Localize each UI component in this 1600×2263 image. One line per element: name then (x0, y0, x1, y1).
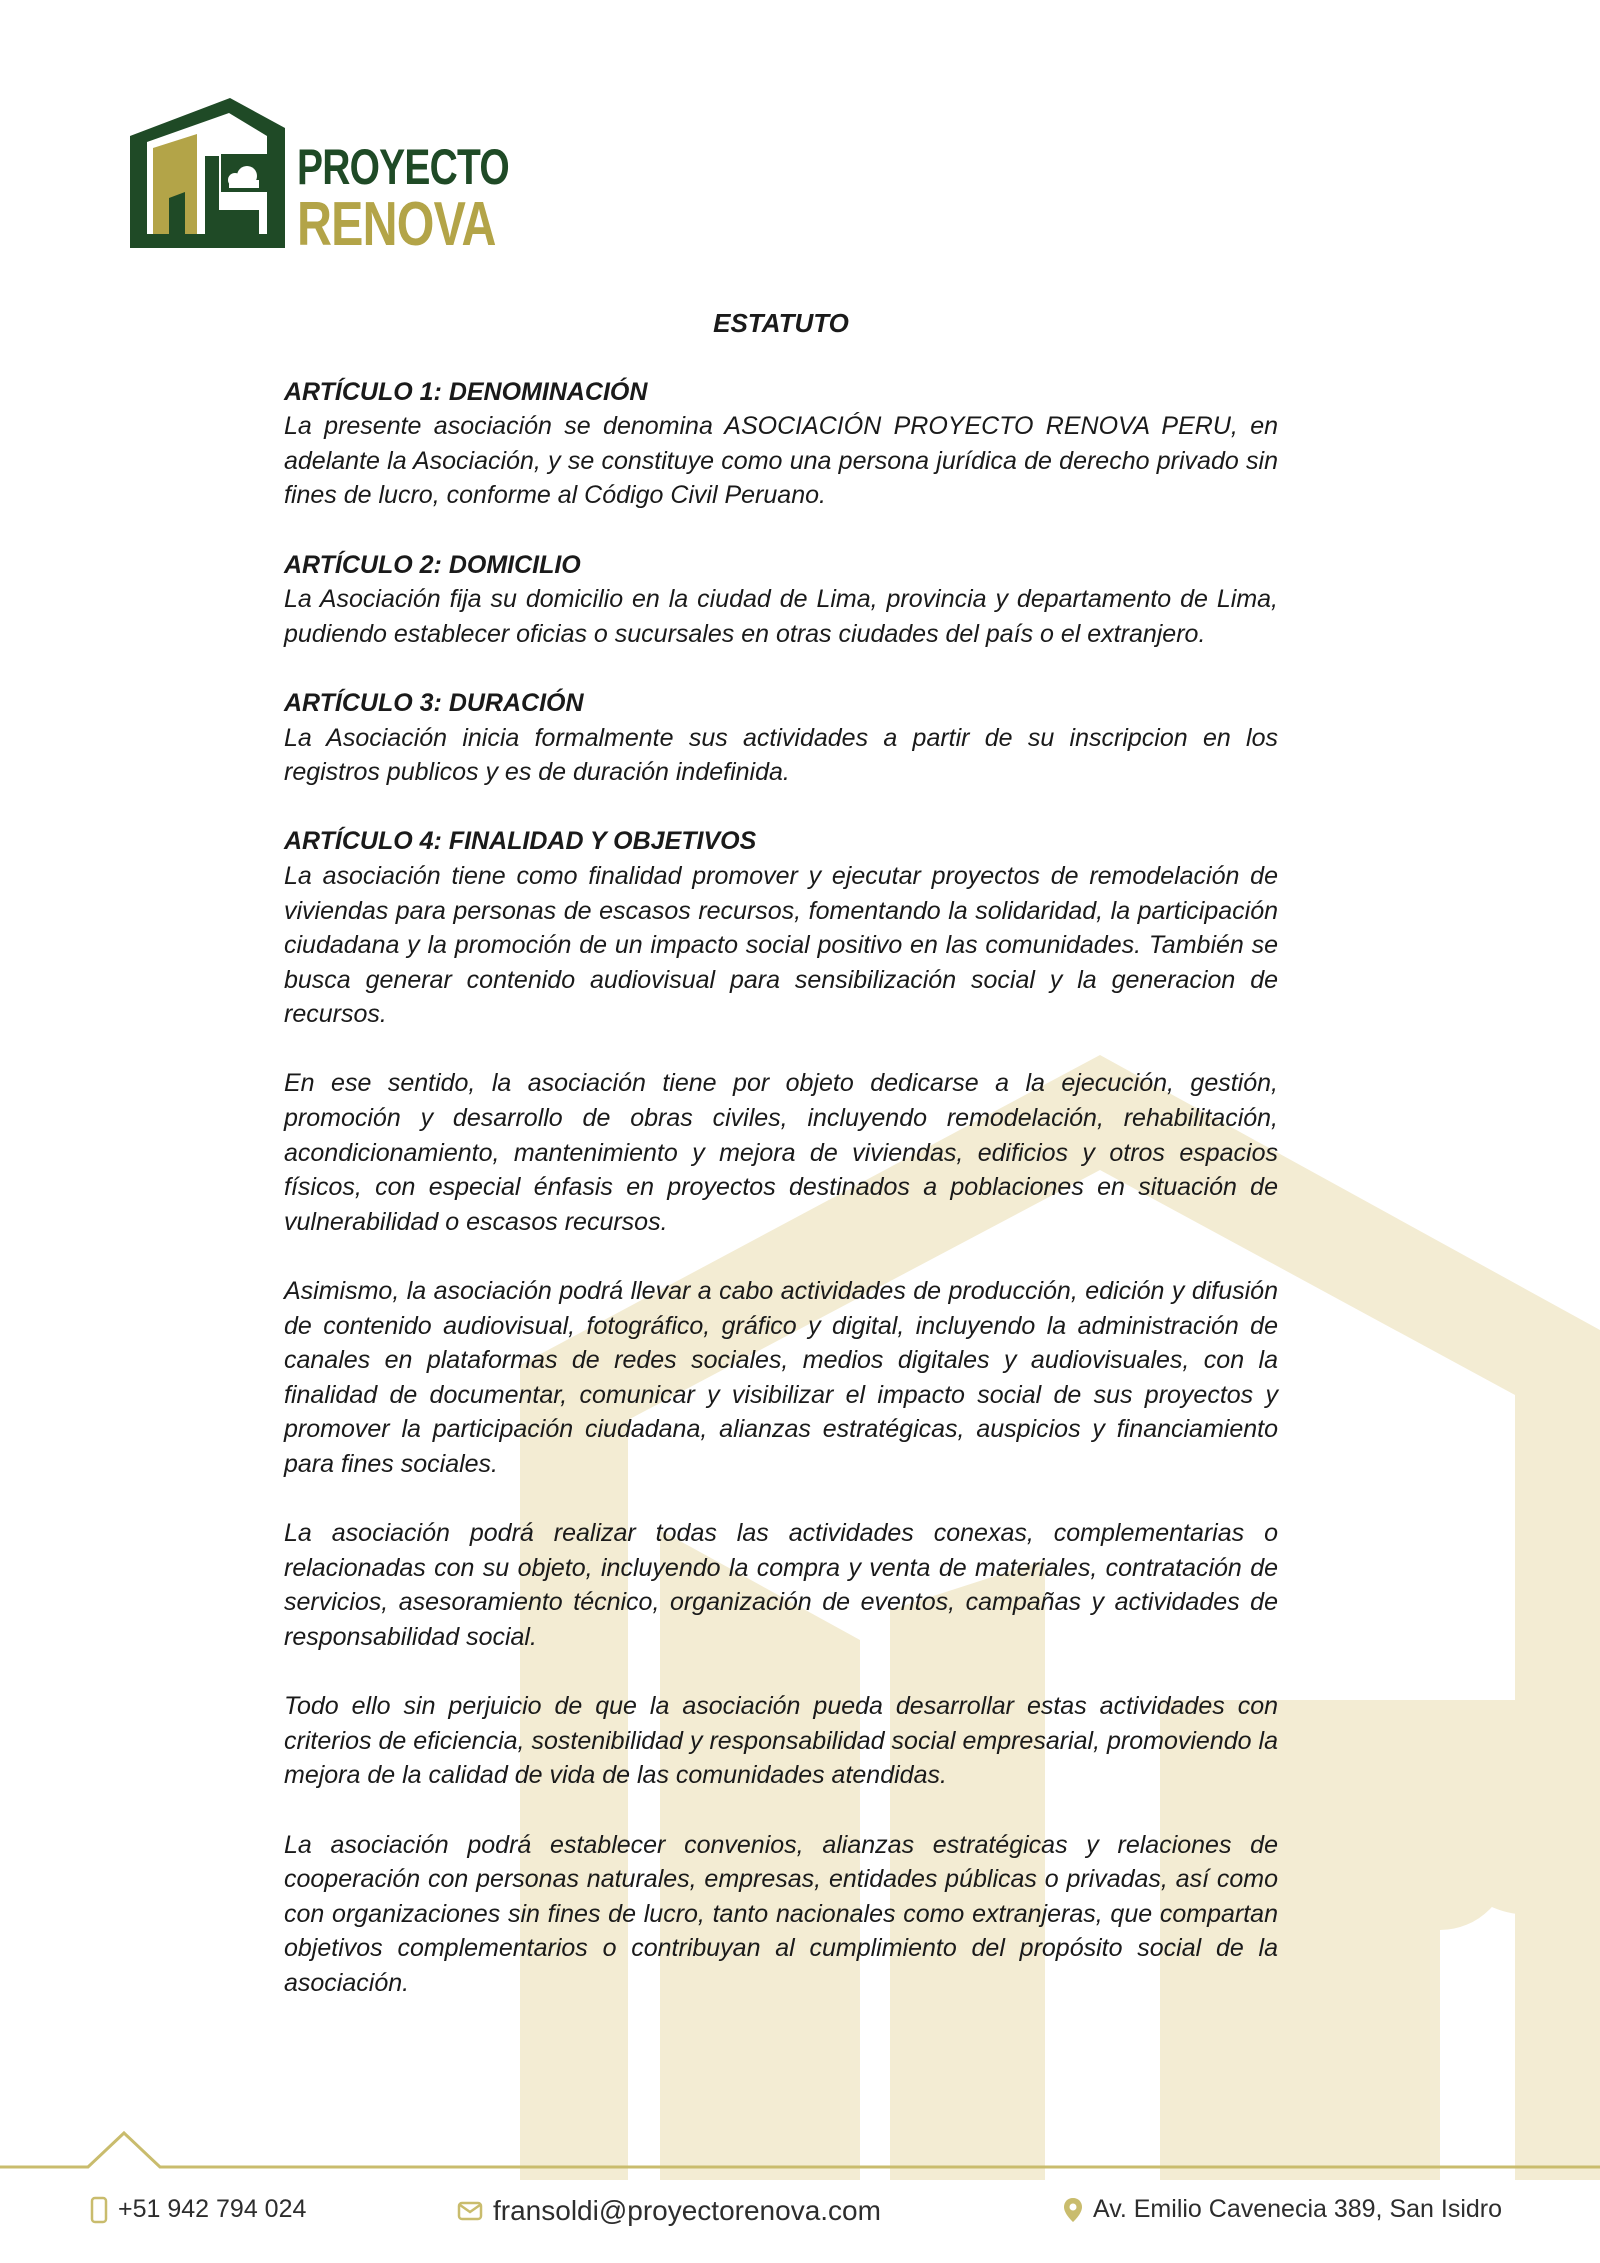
document-body (284, 306, 1278, 2035)
article-paragraph: La asociación podrá establecer convenios, alianzas estratégicas y relaciones de cooperación con personas naturales, empresas, entidades públicas o privadas, así como con organizaciones sin fines de lucro, tanto nacionales como extranjeras, que compartan objetivos complementarios o contribuyan al cumplimiento del propósito social de la asociación. (284, 1830, 1278, 1997)
article-heading: ARTÍCULO 2: DOMICILIO (284, 550, 581, 579)
document-title: ESTATUTO (713, 308, 849, 338)
logo-wordmark-bottom: RENOVA (297, 190, 496, 259)
footer-email[interactable] (457, 2195, 881, 2227)
company-logo (125, 98, 509, 259)
logo-wordmark-top: PROYECTO (297, 139, 509, 195)
address-text: Av. Emilio Cavenecia 389, San Isidro (1093, 2195, 1503, 2223)
article-paragraph: La asociación tiene como finalidad promover y ejecutar proyectos de remodelación de viviendas para personas de escasos recursos, fomentando la solidaridad, la participación ciudadana y la promoción de un impacto social positivo en las comunidades. También se busca generar contenido audiovisual para sensibilización social y la generacion de recursos. (284, 861, 1278, 1029)
article-heading: ARTÍCULO 4: FINALIDAD Y OBJETIVOS (284, 827, 757, 856)
article-1 (284, 375, 1278, 513)
article-3 (284, 686, 1278, 790)
article-heading: ARTÍCULO 1: DENOMINACIÓN (284, 377, 648, 406)
article-2 (284, 548, 1278, 652)
page-footer (0, 2130, 1600, 2230)
phone-number: +51 942 794 024 (118, 2195, 307, 2223)
mail-icon (457, 2201, 483, 2221)
footer-divider (0, 2130, 1600, 2170)
article-4 (284, 824, 1278, 1032)
article-paragraph: Asimismo, la asociación podrá llevar a cabo actividades de producción, edición y difusión de contenido audiovisual, fotográfico, gráfico y digital, incluyendo la administración de canales en plataformas de redes sociales, medios digitales y audiovisuales, con la finalidad de documentar, comunicar y visibilizar el impacto social de sus proyectos y promover la participación ciudadana, alianzas estratégicas, auspicios y financiamiento para fines sociales. (284, 1277, 1278, 1478)
footer-address[interactable] (1063, 2195, 1502, 2224)
article-paragraph: En ese sentido, la asociación tiene por objeto dedicarse a la ejecución, gestión, promoción y desarrollo de obras civiles, incluyendo remodelación, rehabilitación, acondicionamiento, mantenimiento y mejora de viviendas, edificios y otros espacios físicos, con especial énfasis en proyectos destinados a poblaciones en situación de vulnerabilidad o escasos recursos. (284, 1069, 1278, 1236)
article-paragraph: La Asociación inicia formalmente sus actividades a partir de su inscripcion en los registros publicos y es de duración indefinida. (284, 723, 1278, 787)
footer-phone[interactable] (90, 2195, 306, 2224)
article-paragraph: La asociación podrá realizar todas las actividades conexas, complementarias o relacionadas con su objeto, incluyendo la compra y venta de materiales, contratación de servicios, asesoramiento técnico, organización de eventos, campañas y actividades de responsabilidad social. (284, 1519, 1278, 1651)
article-paragraph: La presente asociación se denomina ASOCIACIÓN PROYECTO RENOVA PERU, en adelante la Asociación, y se constituye como una persona jurídica de derecho privado sin fines de lucro, conforme al Código Civil Peruano. (284, 412, 1278, 510)
email-address: fransoldi@proyectorenova.com (493, 2195, 881, 2226)
phone-icon (90, 2196, 108, 2224)
article-paragraph: Todo ello sin perjuicio de que la asociación pueda desarrollar estas actividades con criterios de eficiencia, sostenibilidad y responsabilidad social empresarial, promoviendo la mejora de la calidad de vida de las comunidades atendidas. (284, 1692, 1278, 1790)
article-paragraph: La Asociación fija su domicilio en la ciudad de Lima, provincia y departamento de Lima, pudiendo establecer oficias o sucursales en otras ciudades del país o el extranjero. (284, 585, 1278, 648)
house-logo-icon (125, 98, 295, 258)
article-heading: ARTÍCULO 3: DURACIÓN (284, 688, 584, 717)
location-pin-icon (1063, 2197, 1083, 2223)
